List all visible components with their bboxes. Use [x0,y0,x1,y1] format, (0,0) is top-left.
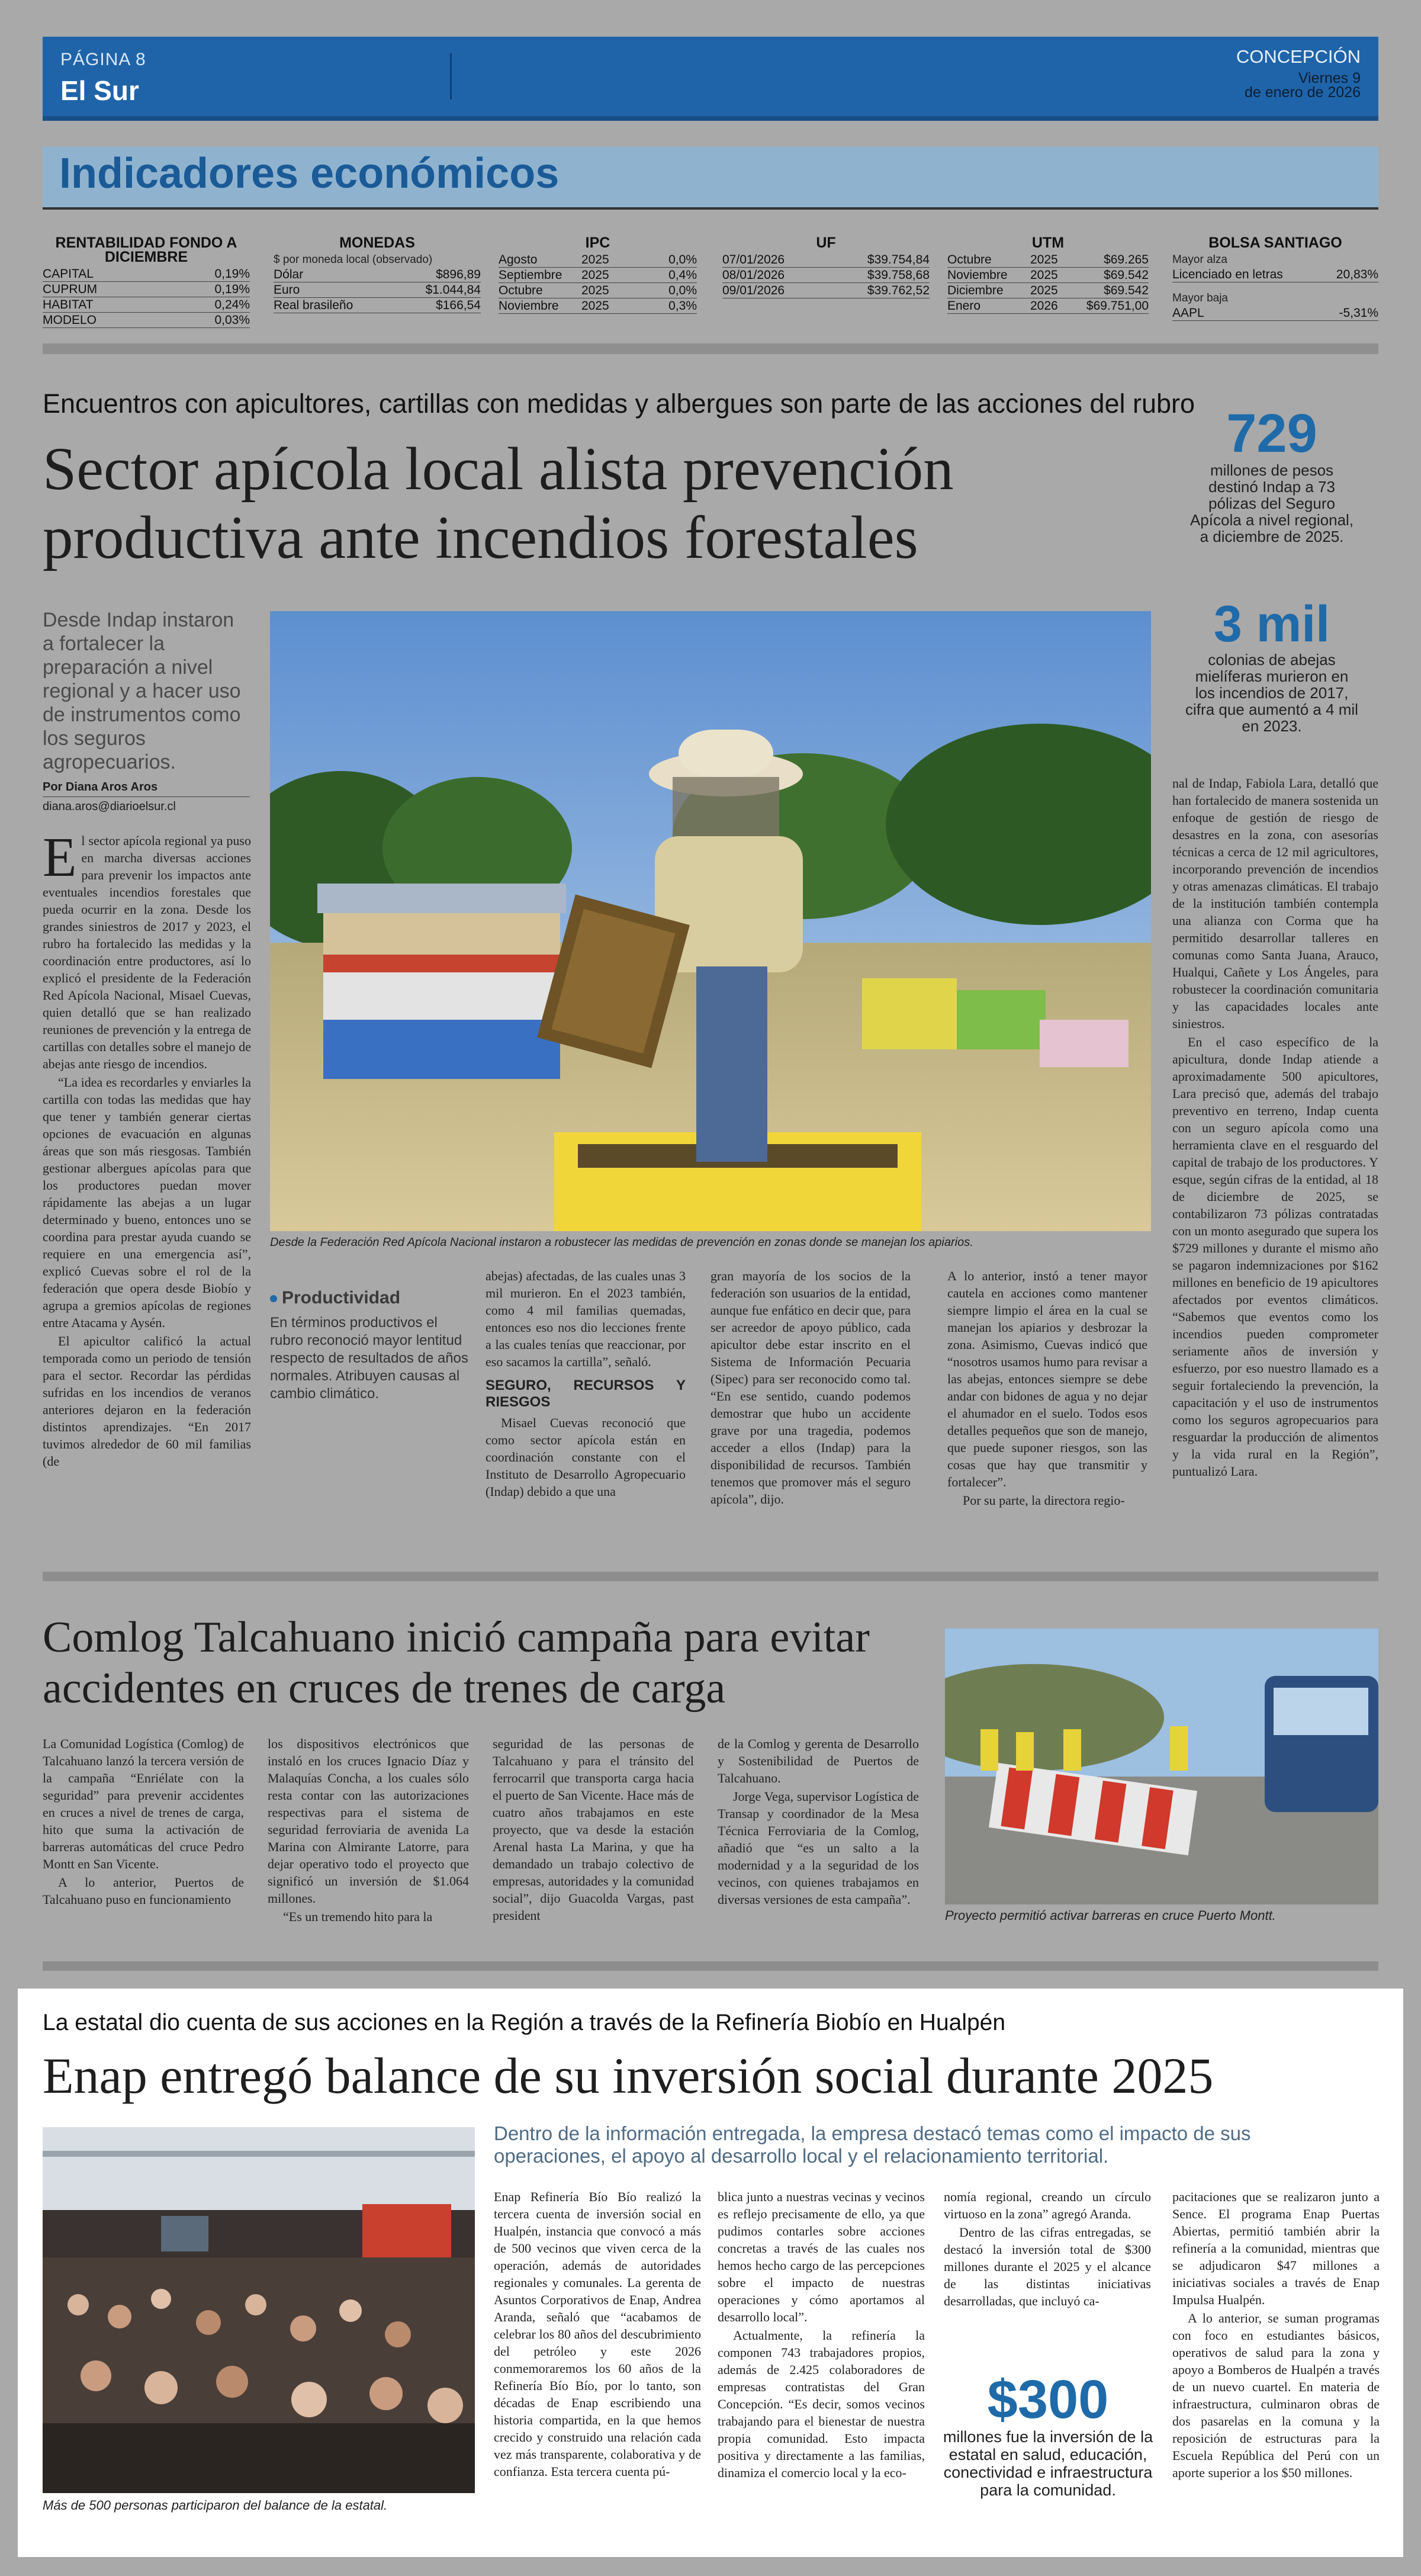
utm-value: $69.542 [1104,268,1149,282]
paragraph: gran mayoría de los socios de la federación son usuarios de la entidad, aunque fue enfático en decir que, para ser acreedor de apoyo público, cada apicultor debe estar inscrito en el Sistema de Información Pecuaria (Sipec) para ser reconocido como tal. “En ese sentido, cuando podemos demostrar que hubo un accidente grave por una tragedia, podemos acceder a ellos (Indap) para la disponibilidad de recursos. También tenemos que promover más el seguro apícola”, dijo. [710,1268,911,1507]
table-row [722,283,930,298]
utm-month: Octubre [947,253,992,266]
table-row [947,298,1149,314]
fondo-value: 0,03% [214,313,250,327]
article2-photo-caption: Proyecto permitió activar barreras en cruce Puerto Montt. [945,1908,1276,1923]
ipc-header: IPC [585,235,610,251]
article3-kicker: La estatal dio cuenta de sus acciones en la Región a través de la Refinería Biobío en Hualpén [43,2010,1006,2035]
utm-month: Diciembre [947,284,1004,297]
bolsa-baja-label: Mayor baja [1172,292,1228,304]
bullet-dot-icon [270,1295,277,1302]
paragraph: Por su parte, la directora regio- [963,1493,1125,1508]
article3-headline: Enap entregó balance de su inversión social durante 2025 [43,2047,1214,2104]
date-line-1: Viernes 9 [1298,70,1361,86]
table-row [43,313,250,328]
bolsa-table [1172,236,1378,321]
article1-headline: Sector apícola local alista prevención productiva ante incendios forestales [43,435,954,571]
uf-date: 09/01/2026 [722,284,785,297]
bolsa-header: BOLSA SANTIAGO [1208,235,1342,251]
ipc-value: 0,4% [668,268,697,282]
stat-729-text: millones de pesos destinó Indap a 73 pólizas del Seguro Apícola a nivel regional, a diciembre de 2025. [1189,461,1354,545]
fondo-table [43,236,250,328]
uf-date: 08/01/2026 [722,268,785,282]
paragraph: los dispositivos electrónicos que instaló en los cruces Ignacio Díaz y Malaquías Concha, a los cuales sólo resta contar con las autorizaciones respectivas para el sistema de seguridad ferroviaria de avenida La Marina con Almirante Latorre, para dejar operativo todo el proyecto que significó un inversión de $1.064 millones. [268,1736,469,1906]
currency-name: Dólar [274,268,304,281]
article3-column-3 [944,2188,1151,2360]
monedas-subheader: $ por moneda local (observado) [274,253,433,266]
fondo-name: HABITAT [43,298,94,311]
monedas-header: MONEDAS [339,235,415,251]
paragraph: Misael Cuevas reconoció que como sector apícola están en coordinación constante con el Instituto de Desarrollo Agropecuario (Indap) debido a que una [486,1415,686,1499]
ipc-value: 0,3% [668,299,697,313]
fondo-header: RENTABILIDAD FONDO A DICIEMBRE [55,235,237,265]
masthead-divider [450,53,452,99]
paragraph: Actualmente, la refinería la componen 743 trabajadores propios, además de 2.425 colaboradores de empresas contratistas del Gran Concepción. “Es decir, somos vecinos trabajando para el bienestar de nuestra propia comunidad. Esto impacta positiva y directamente a las familias, dinamiza el comercio local y la eco- [718,2328,925,2480]
indicators-rule [43,207,1378,210]
utm-month: Enero [947,299,981,313]
article1-kicker: Encuentros con apicultores, cartillas con medidas y albergues son parte de las acciones del rubro [43,388,1195,419]
paragraph: A lo anterior, instó a tener mayor cautela en acciones como mantener siempre limpio el área en la cual se manejan los apiarios y desbrozar la zona. Asimismo, Cuevas indicó que “nosotros usamos humo para revisar a las abejas, entonces siempre se debe andar con bidones de agua y no dejar el ahumador en el suelo. Todos esos detalles pequeños que son de manejo, que puede suponer riesgos, son las cosas que hay que transmitir y fortalecer”. [947,1268,1147,1489]
author-email: diana.aros@diarioelsur.cl [43,800,176,813]
uf-date: 07/01/2026 [722,253,785,266]
fondo-name: CAPITAL [43,267,94,281]
paragraph: Enap Refinería Bío Bío realizó la tercera cuenta de inversión social en Hualpén, instancia que convocó a más de 500 vecinos que viven cerca de la operación, además de autoridades regionales y comunales. La gerenta de Asuntos Corporativos de Enap, Andrea Aranda, señaló que “acabamos de celebrar los 80 años del descubrimiento del petróleo y este 2026 conmemoraremos los 60 años de la Refinería Bío Bío, por lo tanto, son décadas de Enap escribiendo una historia compartida, en la que hemos crecido y construido una relación cada vez más transparente, colaborativa y de confianza. Esta tercera cuenta pú- [494,2189,701,2479]
article1-dek: Desde Indap instaron a fortalecer la preparación a nivel regional y a hacer uso de instrumentos como los seguros agropecuarios. [43,609,241,773]
paragraph: abejas) afectadas, de las cuales unas 3 mil murieron. En el 2023 también, como 4 mil familias quemadas, entonces eso nos dio lecciones frente a las cuales tenías que reaccionar, por eso sacamos la cartilla”, señaló. [486,1268,686,1369]
beekeeper-photo-illustration [270,611,1151,1231]
currency-value: $1.044,84 [425,283,481,297]
fondo-value: 0,19% [214,267,250,281]
article2-column-3 [493,1735,694,1931]
table-row [43,266,250,282]
utm-value: $69.751,00 [1086,299,1149,313]
stock-change: 20,83% [1336,268,1378,281]
section-rule [43,1961,1378,1971]
paragraph: Jorge Vega, supervisor Logística de Transap y coordinador de la Mesa Técnica Ferroviaria de la Comlog, añadió que “es un salto a la modernidad y a la seguridad de los vecinos, con quienes trabajamos en diversas versiones de esta campaña”. [718,1789,919,1907]
utm-year: 2025 [1030,268,1058,282]
paragraph: La Comunidad Logística (Comlog) de Talcahuano lanzó la tercera versión de la campaña “Enriélate con la seguridad” para prevenir accidentes en cruces a nivel de trenes de carga, hito que suma la activación de barreras automáticas del cruce Pedro Montt en San Vicente. [43,1736,244,1871]
ipc-value: 0,0% [668,284,697,297]
paragraph: El apicultor calificó la actual temporada como un periodo de tensión para el sector. Recordar las pérdidas sufridas en los incendios de veranos anteriores dejaron en la federación distintos aprendizajes. “En 2017 tuvimos alrededor de 60 mil familias (de [43,1334,251,1469]
currency-value: $166,54 [436,298,481,312]
indicators-title: Indicadores económicos [59,150,560,197]
paragraph: “La idea es recordarles y enviarles la cartilla con todas las medidas que hay que tener y también generar ciertas opciones de evacuación en algunas áreas que son más riesgosas. También gestionar albergues apícolas para que los productores puedan mover rápidamente las abejas a un lugar determinado y bueno, entonces uno se coordina para prestar ayuda cuando se requiere en una emergencia así”, explicó Cuevas sobre el rol de la federación que opera desde Biobío y agrupa a gremios apícolas de regiones entre Atacama y Aysén. [43,1075,251,1330]
utm-year: 2025 [1030,284,1058,297]
table-row [947,283,1149,298]
author-name: Por Diana Aros Aros [43,780,250,797]
utm-value: $69.542 [1104,284,1149,297]
paragraph: blica junto a nuestras vecinas y vecinos es reflejo precisamente de ello, ya que pudimos contarles sobre acciones concretas a través de las cuales nos hemos hecho cargo de las percepciones sobre el impacto de nuestras operaciones y cómo aportamos al desarrollo local”. [718,2189,925,2324]
paragraph: pacitaciones que se realizaron junto a Sence. El programa Enap Puertas Abiertas, permitió también abrir la refinería a la comunidad, mientras que se adjudicaron $47 millones a iniciativas sociales a través de Enap Impulsa Hualpén. [1172,2189,1380,2307]
table-row [499,298,697,314]
bolsa-alza-label: Mayor alza [1172,253,1227,266]
drop-cap: E [43,832,77,888]
paragraph: nal de Indap, Fabiola Lara, detalló que han fortalecido de manera sostenida un enfoque de gestión de riesgo de desastres en la zona, con asesorías técnicas a cerca de 12 mil agricultores, incorporando prevención de incendios y otras amenazas climáticas. El trabajo de la institución también contempla una alianza con Corma que ha permitido desarrollar talleres en comunas como Santa Juana, Arauco, Hualqui, Cañete y Los Ángeles, para robustecer la coordinación comunitaria y las capacidades locales ante siniestros. [1172,776,1378,1031]
article1-column-6 [1172,775,1378,1544]
table-row [1172,267,1378,282]
paragraph: Dentro de las cifras entregadas, se destacó la inversión total de $300 millones durante el 2025 y el alcance de las distintas iniciativas desarrolladas, que incluyó ca- [944,2225,1151,2308]
uf-value: $39.754,84 [867,253,930,266]
subheading: SEGURO, RECURSOS Y RIESGOS [486,1377,686,1410]
fondo-name: CUPRUM [43,282,98,296]
stock-change: -5,31% [1339,306,1378,320]
utm-year: 2026 [1030,299,1058,313]
utm-month: Noviembre [947,268,1008,282]
table-row [1172,306,1378,321]
event-audience-illustration [43,2127,475,2493]
section-rule [43,1572,1378,1581]
productividad-sidebar [270,1288,471,1403]
stat-300-text: millones fue la inversión de la estatal en salud, educación, conectividad e infraestructura para la comunidad. [943,2428,1153,2499]
table-row [722,252,930,268]
article1-column-4 [710,1267,911,1552]
uf-header: UF [816,235,836,251]
article3-column-2 [718,2188,925,2520]
table-row [43,297,250,313]
table-row [274,298,481,313]
page-number: PÁGINA 8 [60,50,146,69]
ipc-year: 2025 [581,268,609,282]
stock-name: AAPL [1172,306,1204,320]
uf-value: $39.762,52 [867,284,930,297]
masthead [43,37,1378,116]
sidebar-heading [270,1288,471,1308]
monedas-table [274,236,481,313]
article1-byline [43,780,250,814]
beekeeper-photo [270,611,1151,1231]
table-row [43,282,250,297]
paragraph: l sector apícola regional ya puso en marcha diversas acciones para prevenir los impactos ante eventuales incendios forestales que pueda ocurrir en la zona. Desde los grandes siniestros de 2017 y 2023, el rubro ha fortalecido las medidas y la coordinación entre productores, así lo explicó el presidente de la Federación Red Apícola Nacional, Misael Cuevas, quien detalló que se han realizado reuniones de prevención y la entrega de cartillas con detalles sobre el manejo de abejas ante riesgo de incendios. [43,833,251,1071]
fondo-name: MODELO [43,313,97,327]
uf-table [722,236,930,298]
stat-300-number: $300 [987,2369,1109,2430]
article1-column-1 [43,832,251,1543]
fondo-value: 0,19% [214,282,250,296]
paragraph: nomía regional, creando un círculo virtuoso en la zona” agregó Aranda. [944,2189,1151,2221]
utm-value: $69.265 [1104,253,1149,266]
table-row [947,268,1149,283]
article2-column-2 [268,1735,469,1931]
event-audience-photo [43,2127,475,2493]
stat-729-number: 729 [1226,403,1317,464]
ipc-year: 2025 [581,253,609,266]
ipc-table [499,236,697,314]
table-row [722,268,930,283]
table-row [499,283,697,298]
paragraph: de la Comlog y gerenta de Desarrollo y Sostenibilidad de Puertos de Talcahuano. [718,1736,919,1785]
article3-column-4 [1172,2188,1380,2520]
ipc-value: 0,0% [668,253,697,266]
table-row [499,252,697,268]
ipc-month: Octubre [499,284,543,297]
paragraph: A lo anterior, Puertos de Talcahuano puso en funcionamiento [43,1875,244,1907]
uf-value: $39.758,68 [867,268,930,282]
rail-crossing-illustration [945,1629,1378,1904]
article1-photo-caption: Desde la Federación Red Apícola Nacional instaron a robustecer las medidas de prevención en zonas donde se manejan los apiarios. [270,1236,973,1249]
ipc-year: 2025 [581,299,609,313]
date-line-2: de enero de 2026 [1244,84,1361,101]
table-row [499,268,697,283]
table-row [274,282,481,298]
ipc-year: 2025 [581,284,609,297]
stat-3mil-number: 3 mil [1214,596,1330,653]
currency-value: $896,89 [436,268,481,281]
masthead-rule [43,116,1378,121]
utm-year: 2025 [1030,253,1058,266]
paragraph: “Es un tremendo hito para la [283,1909,433,1924]
paragraph: seguridad de las personas de Talcahuano y para el tránsito del ferrocarril que transporta carga hacia el puerto de San Vicente. Hace más de cuatro años trabajamos en este proyecto, que va desde la estación Arenal hasta La Marina, y que ha demandado un trabajo colectivo de empresas, autoridades y la comunidad social”, dijo Guacolda Vargas, past president [493,1736,694,1923]
table-row [947,252,1149,268]
article3-column-1 [494,2188,701,2520]
article2-headline: Comlog Talcahuano inició campaña para evitar accidentes en cruces de trenes de carga [43,1613,870,1713]
sidebar-body: En términos productivos el rubro reconoció mayor lentitud respecto de resultados de años normales. Atribuyen causas al cambio climático. [270,1315,468,1402]
sidebar-heading-text: Productividad [282,1288,401,1308]
paragraph: A lo anterior, se suman programas con foco en estudiantes básicos, operativos de salud para la zona y apoyo a Bomberos de Hualpén a través de un nuevo cuartel. En materia de infraestructura, culminaron obras de dos pasarelas en la comuna y la reposición de estructuras para la Escuela República del Perú con un aporte superior a los $50 millones. [1172,2311,1380,2480]
ipc-month: Agosto [499,253,538,266]
city-name: CONCEPCIÓN [1236,46,1361,67]
article2-column-4 [718,1735,919,1931]
utm-header: UTM [1031,235,1065,251]
section-name: El Sur [60,75,139,106]
article3-dek: Dentro de la información entregada, la empresa destacó temas como el impacto de sus operaciones, el apoyo al desarrollo local y el relacionamiento territorial. [494,2122,1251,2167]
currency-name: Euro [274,283,300,297]
fondo-value: 0,24% [214,298,250,311]
article1-column-3 [486,1267,686,1552]
currency-name: Real brasileño [274,298,353,312]
utm-table [947,236,1149,314]
stock-name: Licenciado en letras [1172,268,1283,281]
ipc-month: Noviembre [499,299,559,313]
stat-3mil-text: colonias de abejas mielíferas murieron en los incendios de 2017, cifra que aumentó a 4 mil en 2023. [1185,651,1358,735]
ipc-month: Septiembre [499,268,562,282]
table-row [274,267,481,282]
article3-photo-caption: Más de 500 personas participaron del balance de la estatal. [43,2498,388,2513]
paragraph: En el caso específico de la apicultura, donde Indap atiende a aproximadamente 500 apicultores, Lara precisó que, además del trabajo preventivo en terreno, Indap cuenta con un seguro apícola como una herramienta clave en el resguardo del capital de trabajo de los productores. Y esque, según cifras de la entidad, al 18 de diciembre de 2025, se contabilizaron 73 pólizas contratadas con un monto asegurado que supera los $729 millones y durante el mismo año se pagaron indemnizaciones por $162 millones en beneficio de 19 apicultores afectados por eventos climáticos. “Sabemos que eventos como los incendios pueden comprometer seriamente años de inversión y esfuerzo, por eso nuestro llamado es a seguir fortaleciendo la prevención, la capacitación y el uso de instrumentos como los seguros agropecuarios para resguardar la producción de alimentos y la vida rural en la Región”, puntualizó Lara. [1172,1035,1378,1479]
indicators-bottom-rule [43,343,1378,354]
issue-date [1245,71,1361,99]
article2-column-1 [43,1735,244,1931]
rail-crossing-photo [945,1629,1378,1904]
article1-column-5 [947,1267,1147,1552]
